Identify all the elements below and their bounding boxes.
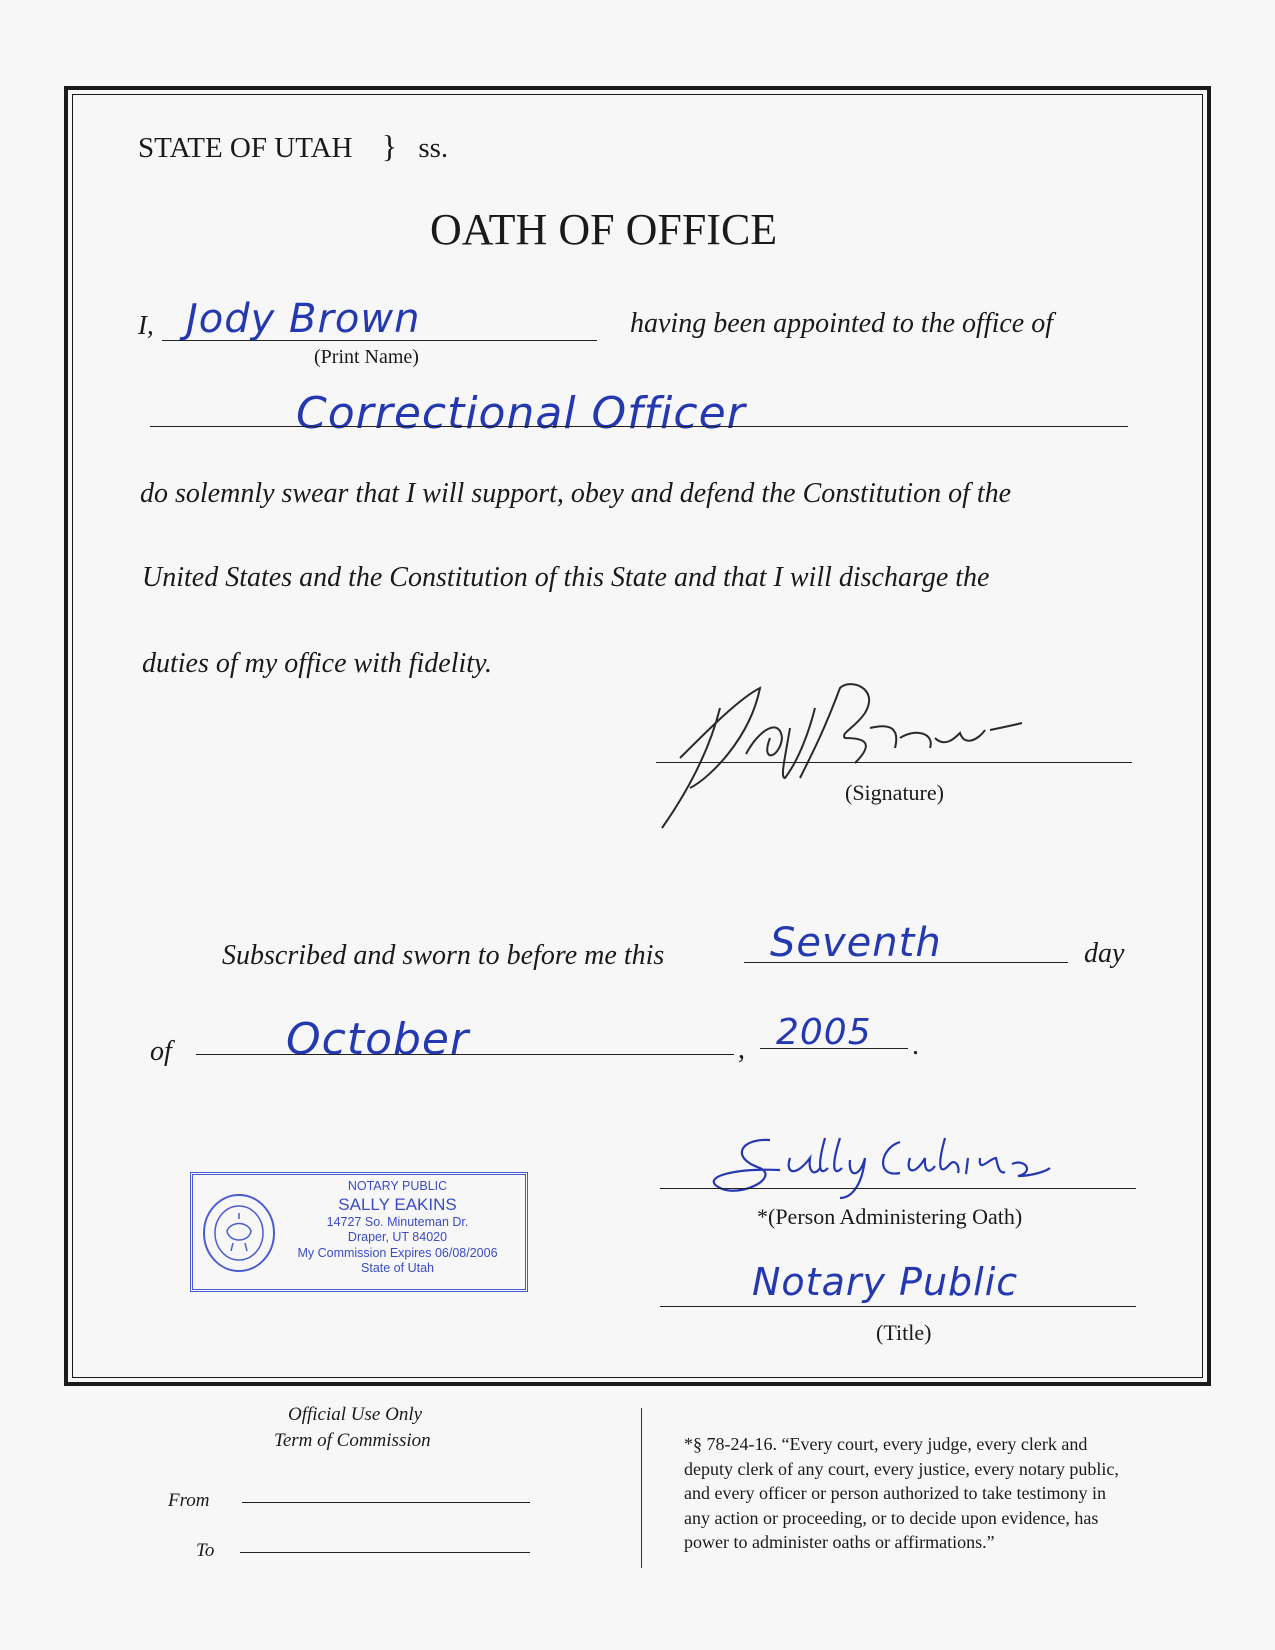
stamp-address1: 14727 So. Minuteman Dr. [326, 1214, 469, 1229]
handwritten-office: Correctional Officer [296, 388, 746, 439]
stamp-name: SALLY EAKINS [338, 1194, 457, 1214]
state-header [138, 128, 448, 165]
appointed-text: having been appointed to the office of [630, 308, 1054, 339]
footnote [684, 1432, 1119, 1555]
official-use-heading: Official Use Only [288, 1404, 423, 1425]
state-ss: ss. [418, 132, 449, 164]
term-heading: Term of Commission [274, 1430, 431, 1451]
state-name: STATE OF UTAH [138, 132, 353, 164]
stamp-state: State of Utah [361, 1261, 434, 1275]
stamp-title: NOTARY PUBLIC [347, 1179, 448, 1193]
document-title: OATH OF OFFICE [430, 205, 778, 254]
footer-divider [641, 1408, 642, 1568]
title-label: (Title) [876, 1320, 932, 1345]
subscribed-text: Subscribed and sworn to before me this [222, 940, 665, 971]
name-line [162, 340, 597, 341]
oath-taker-signature [650, 668, 1050, 840]
administering-line [660, 1188, 1136, 1189]
oath-line-2: United States and the Constitution of this State and that I will discharge the [142, 562, 990, 593]
state-bracket: } [381, 128, 398, 164]
from-line [242, 1502, 530, 1503]
state-seal-icon [201, 1191, 277, 1275]
month-line [196, 1054, 734, 1055]
office-line [150, 426, 1128, 427]
stamp-address2: Draper, UT 84020 [347, 1230, 448, 1244]
title-line [660, 1306, 1136, 1307]
handwritten-year: 2005 [776, 1012, 872, 1053]
footnote-line-3: and every officer or person authorized to take testimony in [684, 1483, 1107, 1503]
year-line [760, 1048, 908, 1049]
from-label: From [168, 1490, 210, 1511]
footnote-line-2: deputy clerk of any court, every justice, every notary public, [684, 1458, 1119, 1479]
to-label: To [196, 1540, 215, 1561]
date-period: . [912, 1030, 919, 1061]
notary-signature [700, 1128, 1060, 1208]
footnote-line-1: *§ 78-24-16. “Every court, every judge, every clerk and [684, 1434, 1088, 1454]
name-prefix: I, [138, 310, 154, 340]
day-line [744, 962, 1068, 963]
signature-label: (Signature) [845, 780, 944, 805]
print-name-label: (Print Name) [314, 346, 419, 368]
date-comma: , [738, 1034, 745, 1065]
of-word: of [150, 1036, 172, 1067]
day-word: day [1084, 938, 1125, 969]
oath-line-1: do solemnly swear that I will support, obey and defend the Constitution of the [140, 478, 1012, 509]
oath-line-3: duties of my office with fidelity. [142, 648, 492, 679]
handwritten-day: Seventh [770, 920, 942, 966]
handwritten-title: Notary Public [752, 1260, 1019, 1304]
footnote-line-5: power to administer oaths or affirmations.” [684, 1532, 995, 1552]
administering-label: *(Person Administering Oath) [757, 1204, 1023, 1229]
stamp-expires: My Commission Expires 06/08/2006 [297, 1245, 498, 1260]
handwritten-month: October [286, 1014, 470, 1065]
notary-stamp [190, 1172, 528, 1292]
to-line [240, 1552, 530, 1553]
signature-line [656, 762, 1132, 763]
handwritten-name: Jody Brown [186, 296, 421, 342]
footnote-line-4: any action or proceeding, or to decide upon evidence, has [684, 1507, 1099, 1528]
